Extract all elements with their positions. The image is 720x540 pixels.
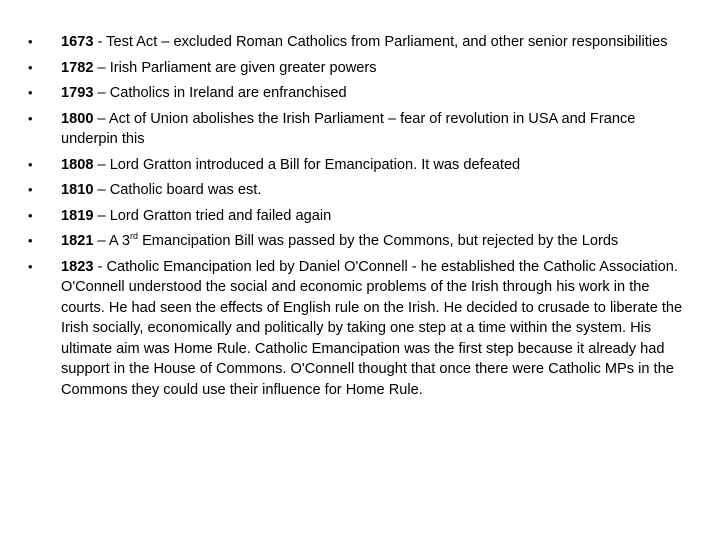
item-year: 1819: [61, 207, 94, 224]
list-item-1782: [28, 58, 692, 79]
item-text: – Catholics in Ireland are enfranchised: [93, 85, 347, 101]
bullet-icon: •: [28, 110, 33, 126]
item-year: 1800: [61, 110, 94, 127]
item-text: – Lord Gratton tried and failed again: [93, 207, 332, 224]
item-text: - Test Act – excluded Roman Catholics from Parliament, and other senior responsibilities: [93, 34, 668, 50]
list-item-1810: [28, 180, 692, 201]
bullet-icon: •: [28, 233, 33, 248]
bullet-icon: •: [28, 59, 33, 75]
list-item-1821: [28, 231, 692, 252]
item-year: 1823: [61, 258, 94, 275]
bullet-icon: •: [28, 34, 33, 49]
bullet-icon: •: [28, 182, 33, 197]
item-text: - Catholic Emancipation led by Daniel O'Connell - he established the Catholic Association. O'Connell understood the social and economic problems of the Irish through his work in the courts. He had seen the effects of English rule on the Irish. He decided to crusade to liberate the Irish socially, economically and politically by taking one step at a time within the system. His ultimate aim was Home Rule. Catholic Emancipation was the first step because it already had support in the House of Commons. O'Connell thought that once there were Catholic MPs in the Commons they could use their influence for Home Rule.: [61, 258, 683, 398]
item-year: 1821: [61, 233, 94, 249]
item-year: 1808: [61, 156, 94, 173]
item-year: 1793: [61, 85, 94, 101]
bullet-icon: •: [28, 156, 33, 172]
item-year: 1782: [61, 59, 94, 76]
bullet-icon: •: [28, 258, 33, 274]
list-item-1808: [28, 155, 692, 176]
item-text: – Catholic board was est.: [93, 182, 262, 198]
item-text: – Act of Union abolishes the Irish Parliament – fear of revolution in USA and France underpin this: [61, 110, 636, 147]
list-item-1793: [28, 83, 692, 104]
timeline-bullet-list: [28, 32, 692, 405]
item-text: Emancipation Bill was passed by the Commons, but rejected by the Lords: [138, 233, 619, 249]
item-text: – Lord Gratton introduced a Bill for Emancipation. It was defeated: [93, 156, 521, 173]
item-text: – Irish Parliament are given greater powers: [93, 59, 377, 76]
ordinal-superscript: rd: [130, 231, 139, 242]
bullet-icon: •: [28, 85, 33, 100]
item-year: 1673: [61, 34, 94, 50]
list-item-1819: [28, 206, 692, 227]
list-item-1673: [28, 32, 692, 53]
bullet-icon: •: [28, 207, 33, 223]
list-item-1823: [28, 257, 692, 401]
item-text-before: – A 3: [93, 233, 130, 249]
list-item-1800: [28, 109, 692, 150]
item-year: 1810: [61, 182, 94, 198]
